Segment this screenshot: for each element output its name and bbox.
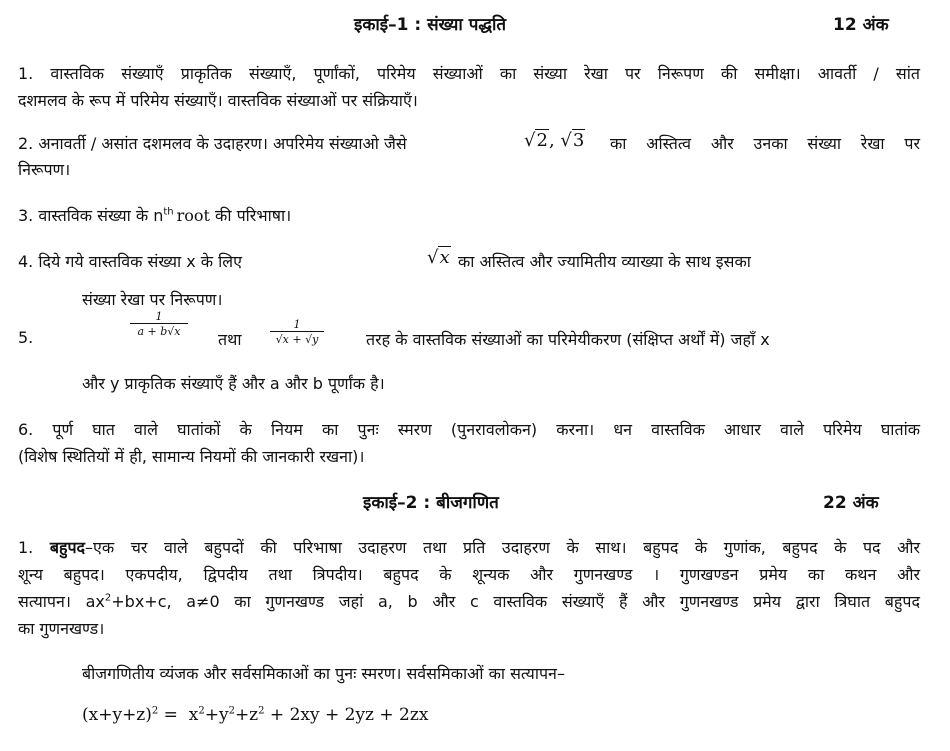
fraction-2-numerator: 1: [293, 318, 301, 331]
identity-rest: + 2xy + 2yz + 2zx: [264, 705, 429, 725]
sqrt-x-math: √x: [427, 247, 450, 268]
unit2-item1-num: 1.: [18, 538, 34, 557]
unit2-para2: बीजगणितीय व्यंजक और सर्वसमिकाओं का पुनः स्मरण। सर्वसमिकाओं का सत्यापन–: [82, 664, 565, 683]
unit1-item2-post: का अस्तित्व और उनका संख्या रेखा पर: [610, 134, 920, 153]
unit2-item1-line3-sup: 2: [104, 592, 112, 604]
unit2-item1-line3-pre: सत्यापन। ax: [18, 592, 105, 611]
identity-sup-3: 2: [258, 705, 265, 717]
identity-p1: +y: [204, 705, 229, 725]
unit1-heading: इकाई–1 : संख्या पद्धति: [354, 15, 507, 35]
unit2-item1-line1-text: –एक चर वाले बहुपदों की परिभाषा उदाहरण तथा प्रति उदाहरण के साथ। बहुपद के गुणांक, बहुपद के पद और: [85, 538, 921, 557]
fraction-2: [270, 318, 324, 347]
unit1-item5-line2: और y प्राकृतिक संख्याएँ हैं और a और b पूर्णांक है।: [82, 374, 385, 393]
unit2-item1-bold: बहुपद: [49, 538, 86, 557]
fraction-1-denominator: a + b√x: [137, 325, 181, 338]
unit2-item1-line2: शून्य बहुपद। एकपदीय, द्विपदीय तथा त्रिपदीय। बहुपद के शून्यक और गुणनखण्ड । गुणखण्डन प्रमेय का कथन और: [18, 565, 920, 584]
unit1-item4-line2: संख्या रेखा पर निरूपण।: [82, 290, 223, 309]
unit1-item5-post: तरह के वास्तविक संख्याओं का परिमेयीकरण (संक्षिप्त अर्थों में) जहाँ x: [366, 330, 770, 349]
unit1-item4-post: का अस्तित्व और ज्यामितीय व्याख्या के साथ इसका: [458, 252, 751, 271]
unit1-item1-line1: 1. वास्तविक संख्याएँ प्राकृतिक संख्याएँ, पूर्णांकों, परिमेय संख्याओं का संख्या रेखा पर निरूपण की समीक्षा। आवर्ती / सांत: [18, 64, 920, 83]
unit2-heading: इकाई–2 : बीजगणित: [363, 493, 499, 513]
unit2-marks: 22 अंक: [823, 493, 879, 513]
identity-eq: = x: [158, 705, 199, 725]
identity-equation: [82, 705, 428, 725]
unit1-item5-mid: तथा: [218, 330, 242, 349]
unit2-item1-line4: का गुणनखण्ड।: [18, 619, 105, 638]
unit1-item2-pre: 2. अनावर्ती / असांत दशमलव के उदाहरण। अपरिमेय संख्याओ जैसे: [18, 134, 407, 153]
unit1-item5-num: 5.: [18, 328, 34, 347]
unit1-item3-pre: 3. वास्तविक संख्या के n: [18, 206, 164, 225]
identity-sup-1: 2: [198, 705, 205, 717]
identity-p2: +z: [234, 705, 259, 725]
fraction-1-numerator: 1: [155, 310, 163, 323]
unit1-item1-line2: दशमलव के रूप में परिमेय संख्याएँ। वास्तविक संख्याओं पर संक्रियाएँ।: [18, 91, 418, 110]
unit1-item6-line1: 6. पूर्ण घात वाले घातांकों के नियम का पुनः स्मरण (पुनरावलोकन) करना। धन वास्तविक आधार वाले परिमेय घातांक: [18, 420, 920, 439]
identity-lhs-sup: 2: [151, 705, 159, 717]
unit2-item1-line3: [18, 590, 920, 612]
fraction-2-denominator: √x + √y: [275, 333, 319, 346]
unit1-item3-sup: th: [163, 206, 174, 218]
unit2-item1-line3-post: +bx+c, a≠0 का गुणनखण्ड जहां a, b और c वास्तविक संख्याएँ हैं और गुणनखण्ड प्रमेय द्वारा त्रिघात बहुपद: [111, 592, 920, 611]
identity-sup-2: 2: [228, 705, 235, 717]
unit1-item3-post: root की परिभाषा।: [176, 206, 292, 225]
unit1-item2-line2: निरूपण।: [18, 160, 71, 179]
unit1-marks: 12 अंक: [833, 15, 889, 35]
unit1-item6-line2: (विशेष स्थितियों में ही, सामान्य नियमों की जानकारी रखना)।: [18, 447, 365, 466]
unit1-item3: [18, 204, 291, 226]
sqrt2-sqrt3-math: √2, √3: [524, 130, 585, 151]
identity-lhs: (x+y+z): [82, 705, 152, 725]
unit1-item4-pre: 4. दिये गये वास्तविक संख्या x के लिए: [18, 252, 242, 271]
fraction-1: [130, 310, 188, 339]
unit2-item1-line1: [18, 536, 920, 558]
